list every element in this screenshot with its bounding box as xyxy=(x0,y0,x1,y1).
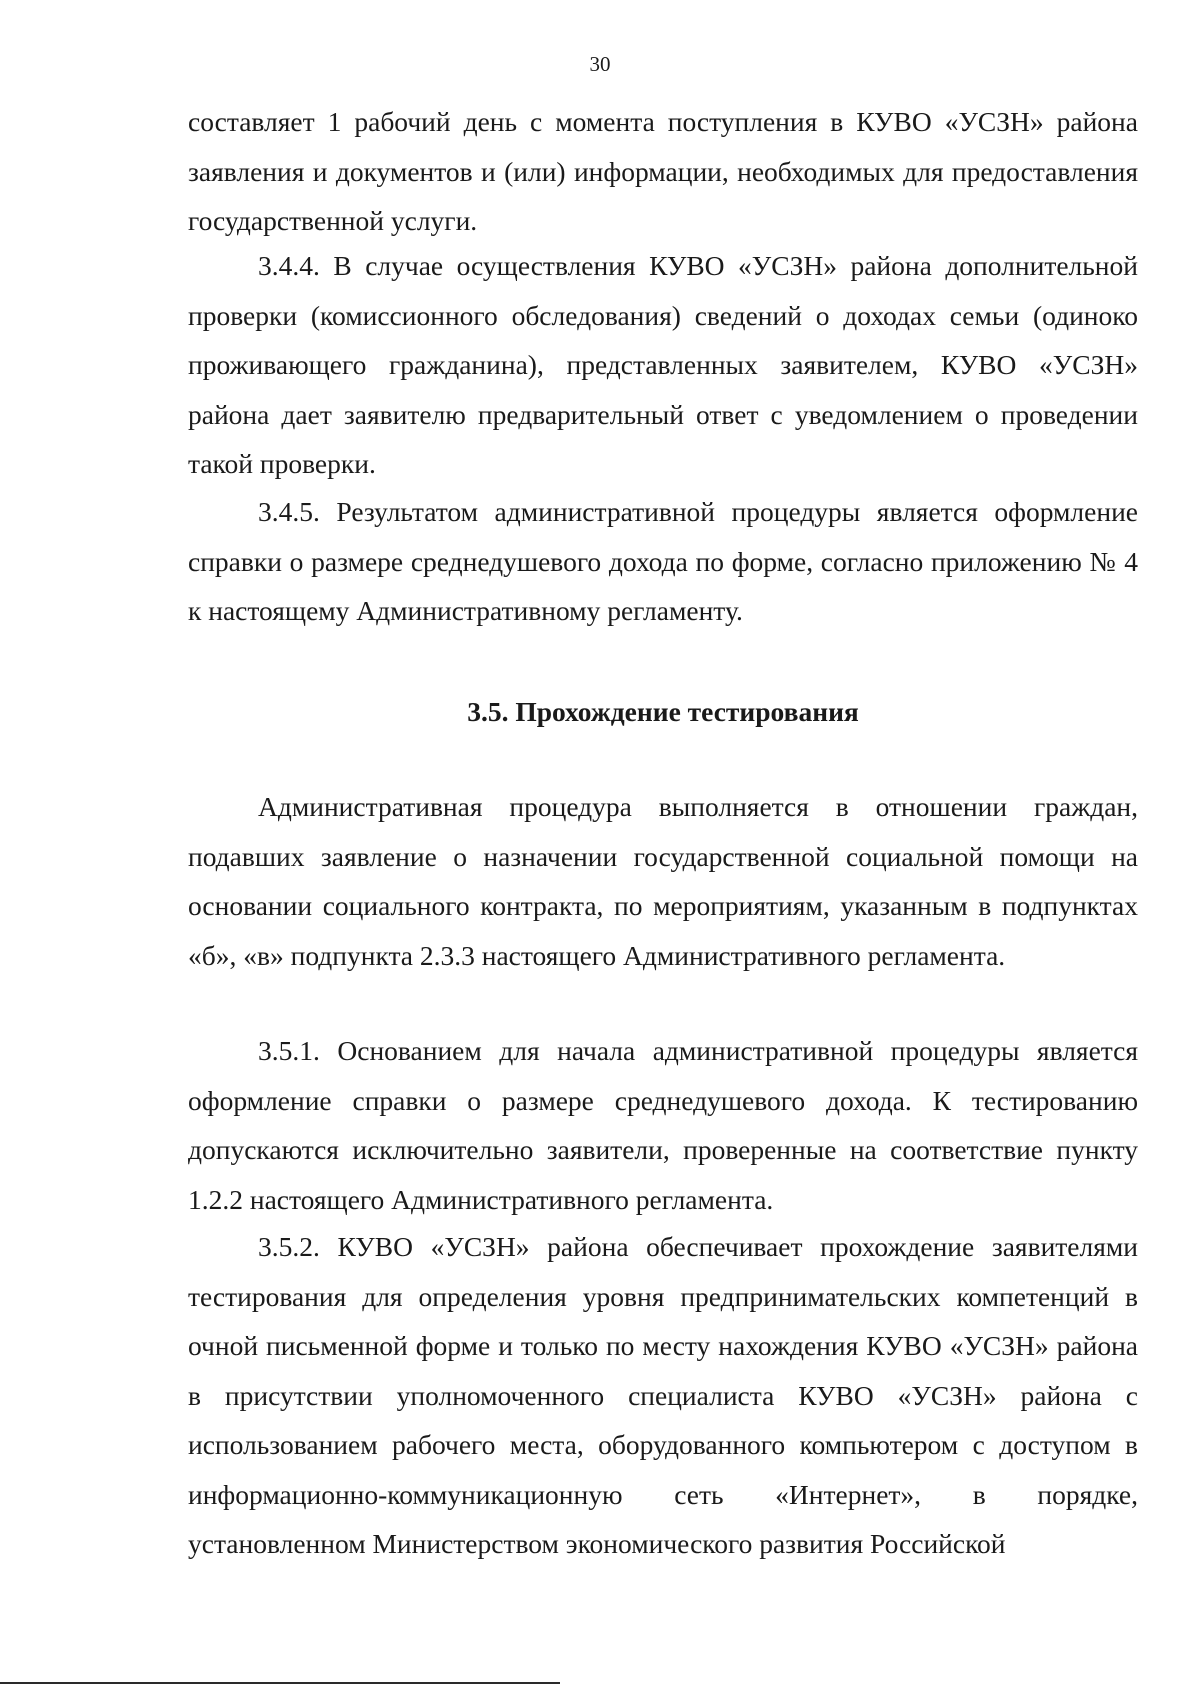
paragraph-3-5-intro: Административная процедура выполняется в отношении граждан, подавших заявление о назначении государственной социальной помощи на основании социального контракта, по мероприятиям, указанным в подпунктах «б», «в» подпункта 2.3.3 настоящего Административного регламента. xyxy=(188,791,1138,971)
page-number: 30 xyxy=(589,52,611,76)
section-heading-3-5: 3.5. Прохождение тестирования xyxy=(467,696,859,727)
paragraph-3-5-1: 3.5.1. Основанием для начала административной процедуры является оформление справки о размере среднедушевого дохода. К тестированию допускаются исключительно заявители, проверенные на соответствие пункту 1.2.2 настоящего Административного регламента. xyxy=(188,1035,1138,1215)
paragraph-3-5-2: 3.5.2. КУВО «УСЗН» района обеспечивает прохождение заявителями тестирования для определения уровня предпринимательских компетенций в очной письменной форме и только по месту нахождения КУВО «УСЗН» района в присутствии уполномоченного специалиста КУВО «УСЗН» района с использованием рабочего места, оборудованного компьютером с доступом в информационно-коммуникационную сеть «Интернет», в порядке, установленном Министерством экономического развития Российской xyxy=(188,1231,1138,1559)
paragraph-3-4-4: 3.4.4. В случае осуществления КУВО «УСЗН» района дополнительной проверки (комиссионного обследования) сведений о доходах семьи (одиноко проживающего гражданина), представленных заявителем, КУВО «УСЗН» района дает заявителю предварительный ответ с уведомлением о проведении такой проверки. xyxy=(188,250,1138,479)
paragraph-continuation: составляет 1 рабочий день с момента поступления в КУВО «УСЗН» района заявления и документов и (или) информации, необходимых для предоставления государственной услуги. xyxy=(188,106,1138,236)
paragraph-3-4-5: 3.4.5. Результатом административной процедуры является оформление справки о размере среднедушевого дохода по форме, согласно приложению № 4 к настоящему Административному регламенту. xyxy=(188,496,1138,626)
footer-rule xyxy=(0,1682,560,1684)
